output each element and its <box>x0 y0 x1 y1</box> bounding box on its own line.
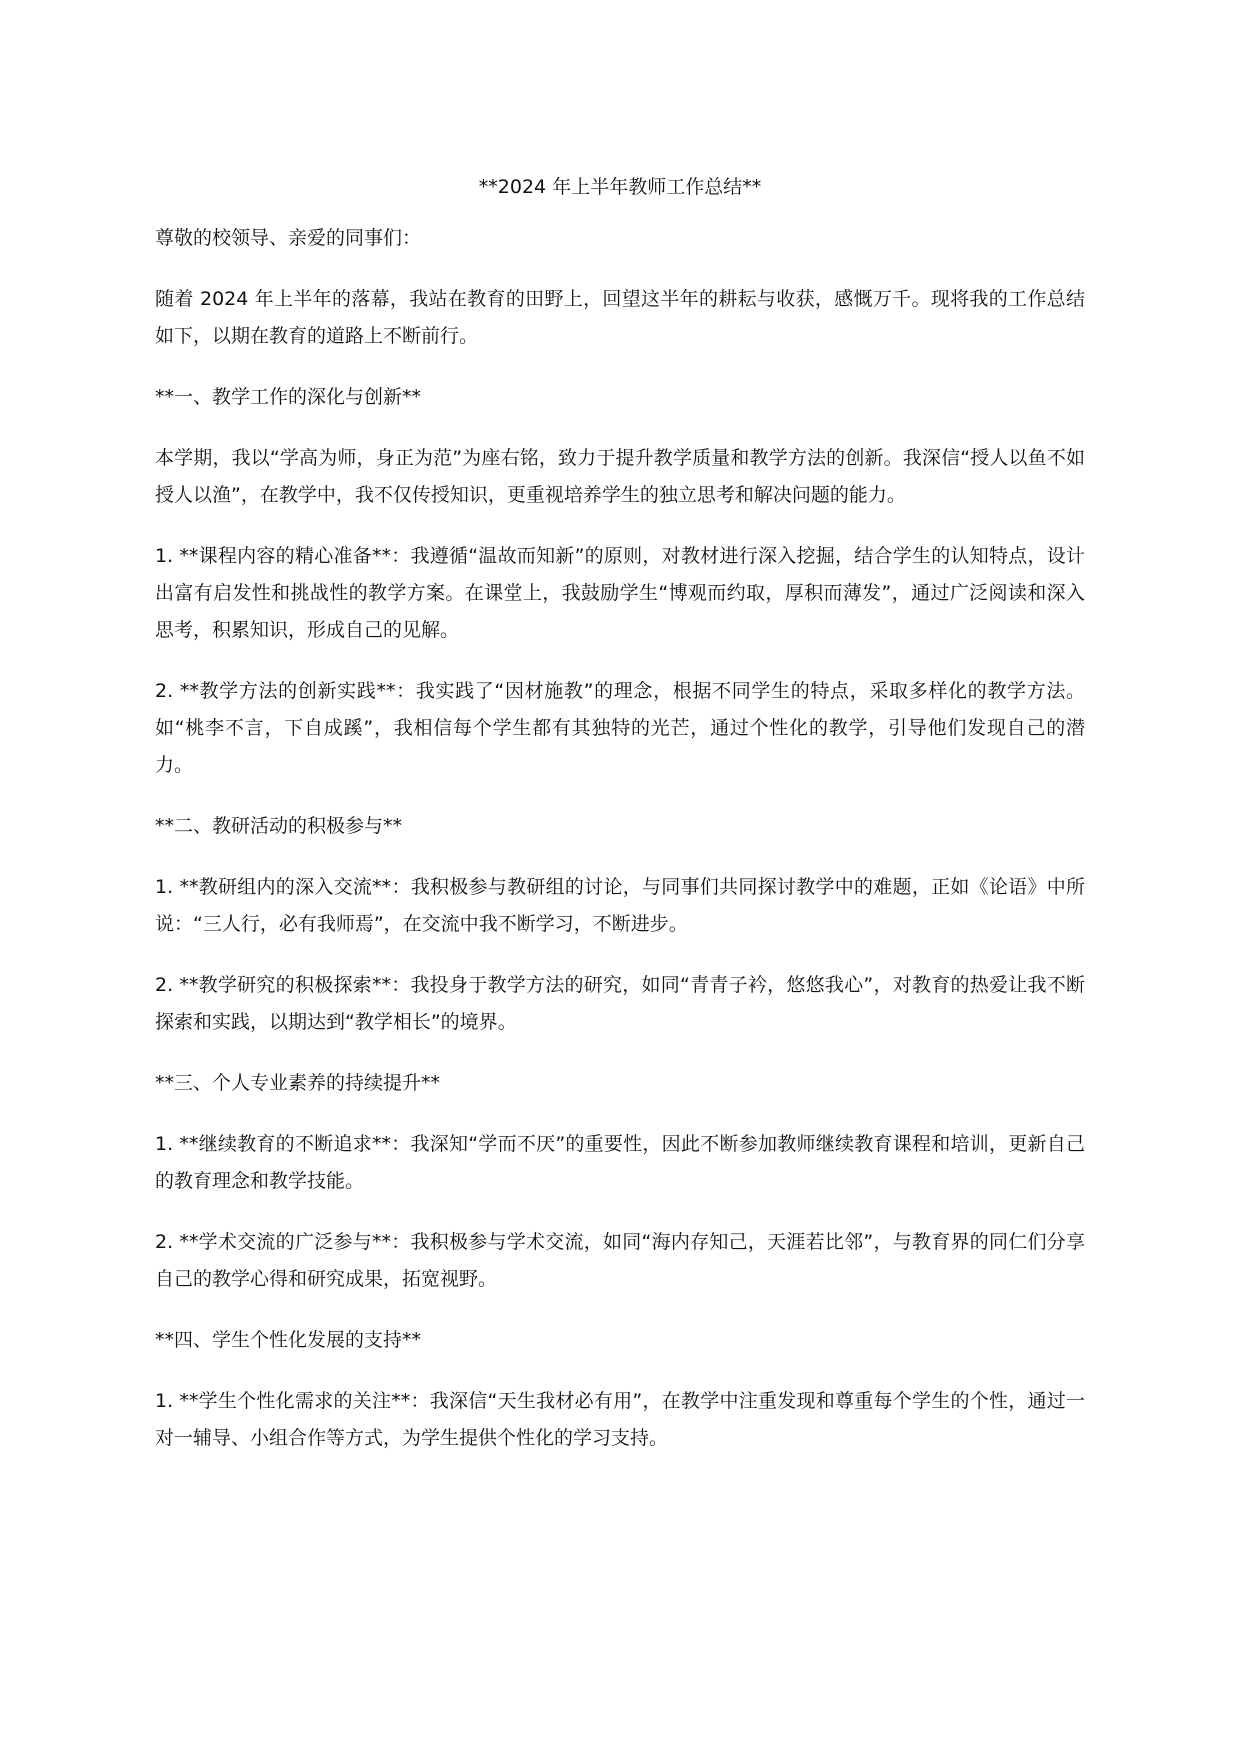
section-1-body: 本学期，我以“学高为师，身正为范”为座右铭，致力于提升教学质量和教学方法的创新。我深信“授人以鱼不如授人以渔”，在教学中，我不仅传授知识，更重视培养学生的独立思考和解决问题的能力。 <box>155 447 1085 506</box>
document-title: **2024 年上半年教师工作总结** <box>478 176 762 198</box>
section-3-heading: **三、个人专业素养的持续提升** <box>155 1072 441 1094</box>
greeting: 尊敬的校领导、亲爱的同事们： <box>155 227 422 249</box>
section-3-item-1: 1. **继续教育的不断追求**：我深知“学而不厌”的重要性，因此不断参加教师继续教育课程和培训，更新自己的教育理念和教学技能。 <box>155 1133 1085 1192</box>
section-3-item-2: 2. **学术交流的广泛参与**：我积极参与学术交流，如同“海内存知己，天涯若比邻”，与教育界的同仁们分享自己的教学心得和研究成果，拓宽视野。 <box>155 1231 1085 1290</box>
document-page <box>155 170 1085 1481</box>
section-1-item-1: 1. **课程内容的精心准备**：我遵循“温故而知新”的原则，对教材进行深入挖掘，结合学生的认知特点，设计出富有启发性和挑战性的教学方案。在课堂上，我鼓励学生“博观而约取，厚积而薄发”，通过广泛阅读和深入思考，积累知识，形成自己的见解。 <box>155 545 1085 641</box>
section-2-item-1: 1. **教研组内的深入交流**：我积极参与教研组的讨论，与同事们共同探讨教学中的难题，正如《论语》中所说：“三人行，必有我师焉”，在交流中我不断学习，不断进步。 <box>155 876 1085 935</box>
section-4-heading: **四、学生个性化发展的支持** <box>155 1329 422 1351</box>
section-2-item-2: 2. **教学研究的积极探索**：我投身于教学方法的研究，如同“青青子衿，悠悠我心”，对教育的热爱让我不断探索和实践，以期达到“教学相长”的境界。 <box>155 974 1085 1033</box>
section-1-heading: **一、教学工作的深化与创新** <box>155 386 422 408</box>
section-2-heading: **二、教研活动的积极参与** <box>155 815 403 837</box>
section-4-item-1: 1. **学生个性化需求的关注**：我深信“天生我材必有用”，在教学中注重发现和尊重每个学生的个性，通过一对一辅导、小组合作等方式，为学生提供个性化的学习支持。 <box>155 1390 1085 1449</box>
intro-paragraph: 随着 2024 年上半年的落幕，我站在教育的田野上，回望这半年的耕耘与收获，感慨万千。现将我的工作总结如下，以期在教育的道路上不断前行。 <box>155 288 1085 347</box>
section-1-item-2: 2. **教学方法的创新实践**：我实践了“因材施教”的理念，根据不同学生的特点，采取多样化的教学方法。如“桃李不言，下自成蹊”，我相信每个学生都有其独特的光芒，通过个性化的教学，引导他们发现自己的潜力。 <box>155 680 1085 776</box>
